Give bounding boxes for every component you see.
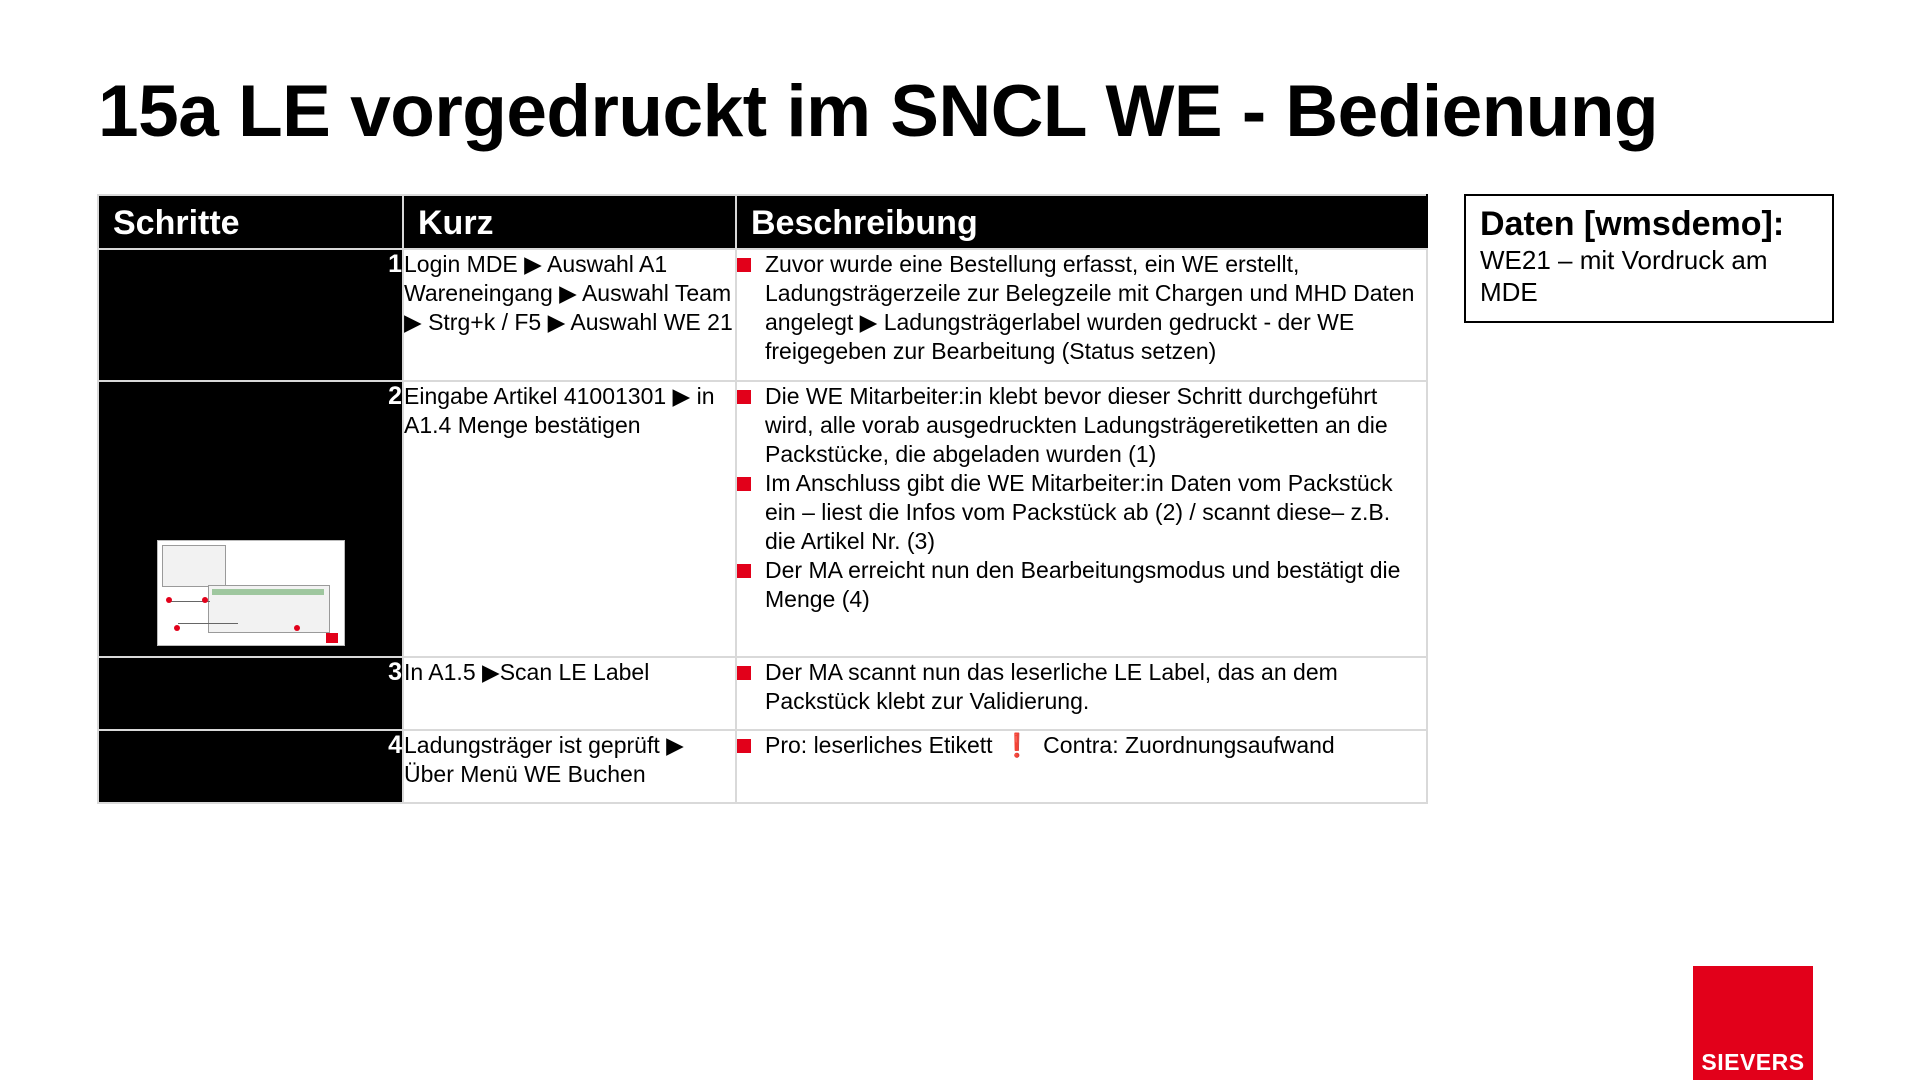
step-description: [736, 381, 1427, 657]
step-kurz: Eingabe Artikel 41001301 ▶ in A1.4 Menge bestätigen: [403, 381, 736, 657]
bullet-text: Im Anschluss gibt die WE Mitarbeiter:in Daten vom Packstück ein – liest die Infos vom Packstück ab (2) / scannt diese– z.B. die Artikel Nr. (3): [765, 470, 1393, 554]
data-info-box: [1464, 194, 1834, 323]
marker-icon: [166, 597, 172, 603]
step-number: 3: [98, 657, 403, 730]
step-number: 1: [98, 249, 403, 381]
bullet-item: [737, 556, 1426, 614]
bullet-square-icon: [737, 390, 751, 404]
table-row: [98, 249, 1427, 381]
thumbnail-bar: [212, 589, 324, 595]
step-kurz: Login MDE ▶ Auswahl A1 Wareneingang ▶ Auswahl Team ▶ Strg+k / F5 ▶ Auswahl WE 21: [403, 249, 736, 381]
bullet-square-icon: [737, 564, 751, 578]
data-box-title: Daten [wmsdemo]:: [1480, 205, 1785, 243]
sievers-logo: [1693, 966, 1813, 1080]
table-row: [98, 657, 1427, 730]
step-number-cell: [98, 381, 403, 657]
bullet-item: [737, 658, 1426, 716]
table-header-row: [98, 195, 1427, 249]
step-description: [736, 657, 1427, 730]
marker-icon: [174, 625, 180, 631]
bullet-item: [737, 731, 1426, 760]
bullet-square-icon: [737, 739, 751, 753]
column-header-beschreibung: Beschreibung: [736, 195, 1427, 249]
step-number: 4: [98, 730, 403, 803]
column-header-kurz: Kurz: [403, 195, 736, 249]
screenshot-thumbnail[interactable]: [157, 540, 345, 646]
contra-text: Contra: Zuordnungsaufwand: [1043, 732, 1335, 758]
bullet-item: [737, 469, 1426, 556]
table-row: [98, 381, 1427, 657]
logo-text: SIEVERS: [1701, 1049, 1805, 1075]
step-description: [736, 730, 1427, 803]
column-header-schritte: Schritte: [98, 195, 403, 249]
thumbnail-window: [162, 545, 226, 587]
bullet-item: [737, 250, 1426, 366]
thumbnail-line: [178, 623, 238, 624]
bullet-square-icon: [737, 258, 751, 272]
bullet-text: Der MA scannt nun das leserliche LE Label, das an dem Packstück klebt zur Validierung.: [765, 659, 1338, 714]
bullet-item: [737, 382, 1426, 469]
marker-icon: [202, 597, 208, 603]
step-kurz: Ladungsträger ist geprüft ▶ Über Menü WE Buchen: [403, 730, 736, 803]
bullet-text: Der MA erreicht nun den Bearbeitungsmodus und bestätigt die Menge (4): [765, 557, 1401, 612]
slide-title: 15a LE vorgedruckt im SNCL WE - Bedienung: [98, 71, 1659, 152]
step-description: [736, 249, 1427, 381]
bullet-text: Zuvor wurde eine Bestellung erfasst, ein WE erstellt, Ladungsträgerzeile zur Belegzeile mit Chargen und MHD Daten angelegt ▶ Ladungsträgerlabel wurden gedruckt - der WE freigegeben zur Bearbeitung (Status setzen): [765, 251, 1415, 364]
exclamation-icon: ❗: [1002, 732, 1032, 758]
data-box-text: WE21 – mit Vordruck am MDE: [1480, 245, 1768, 307]
table-row: [98, 730, 1427, 803]
step-kurz: In A1.5 ▶Scan LE Label: [403, 657, 736, 730]
pro-text: Pro: leserliches Etikett: [765, 732, 993, 758]
marker-icon: [294, 625, 300, 631]
bullet-text: Die WE Mitarbeiter:in klebt bevor dieser Schritt durchgeführt wird, alle vorab ausgedruckten Ladungsträgeretiketten an die Packstücke, die abgeladen wurden (1): [765, 383, 1388, 467]
steps-table: [97, 194, 1428, 804]
step-number: 2: [388, 382, 402, 410]
bullet-square-icon: [737, 477, 751, 491]
bullet-square-icon: [737, 666, 751, 680]
sievers-mini-logo-icon: [326, 633, 338, 643]
